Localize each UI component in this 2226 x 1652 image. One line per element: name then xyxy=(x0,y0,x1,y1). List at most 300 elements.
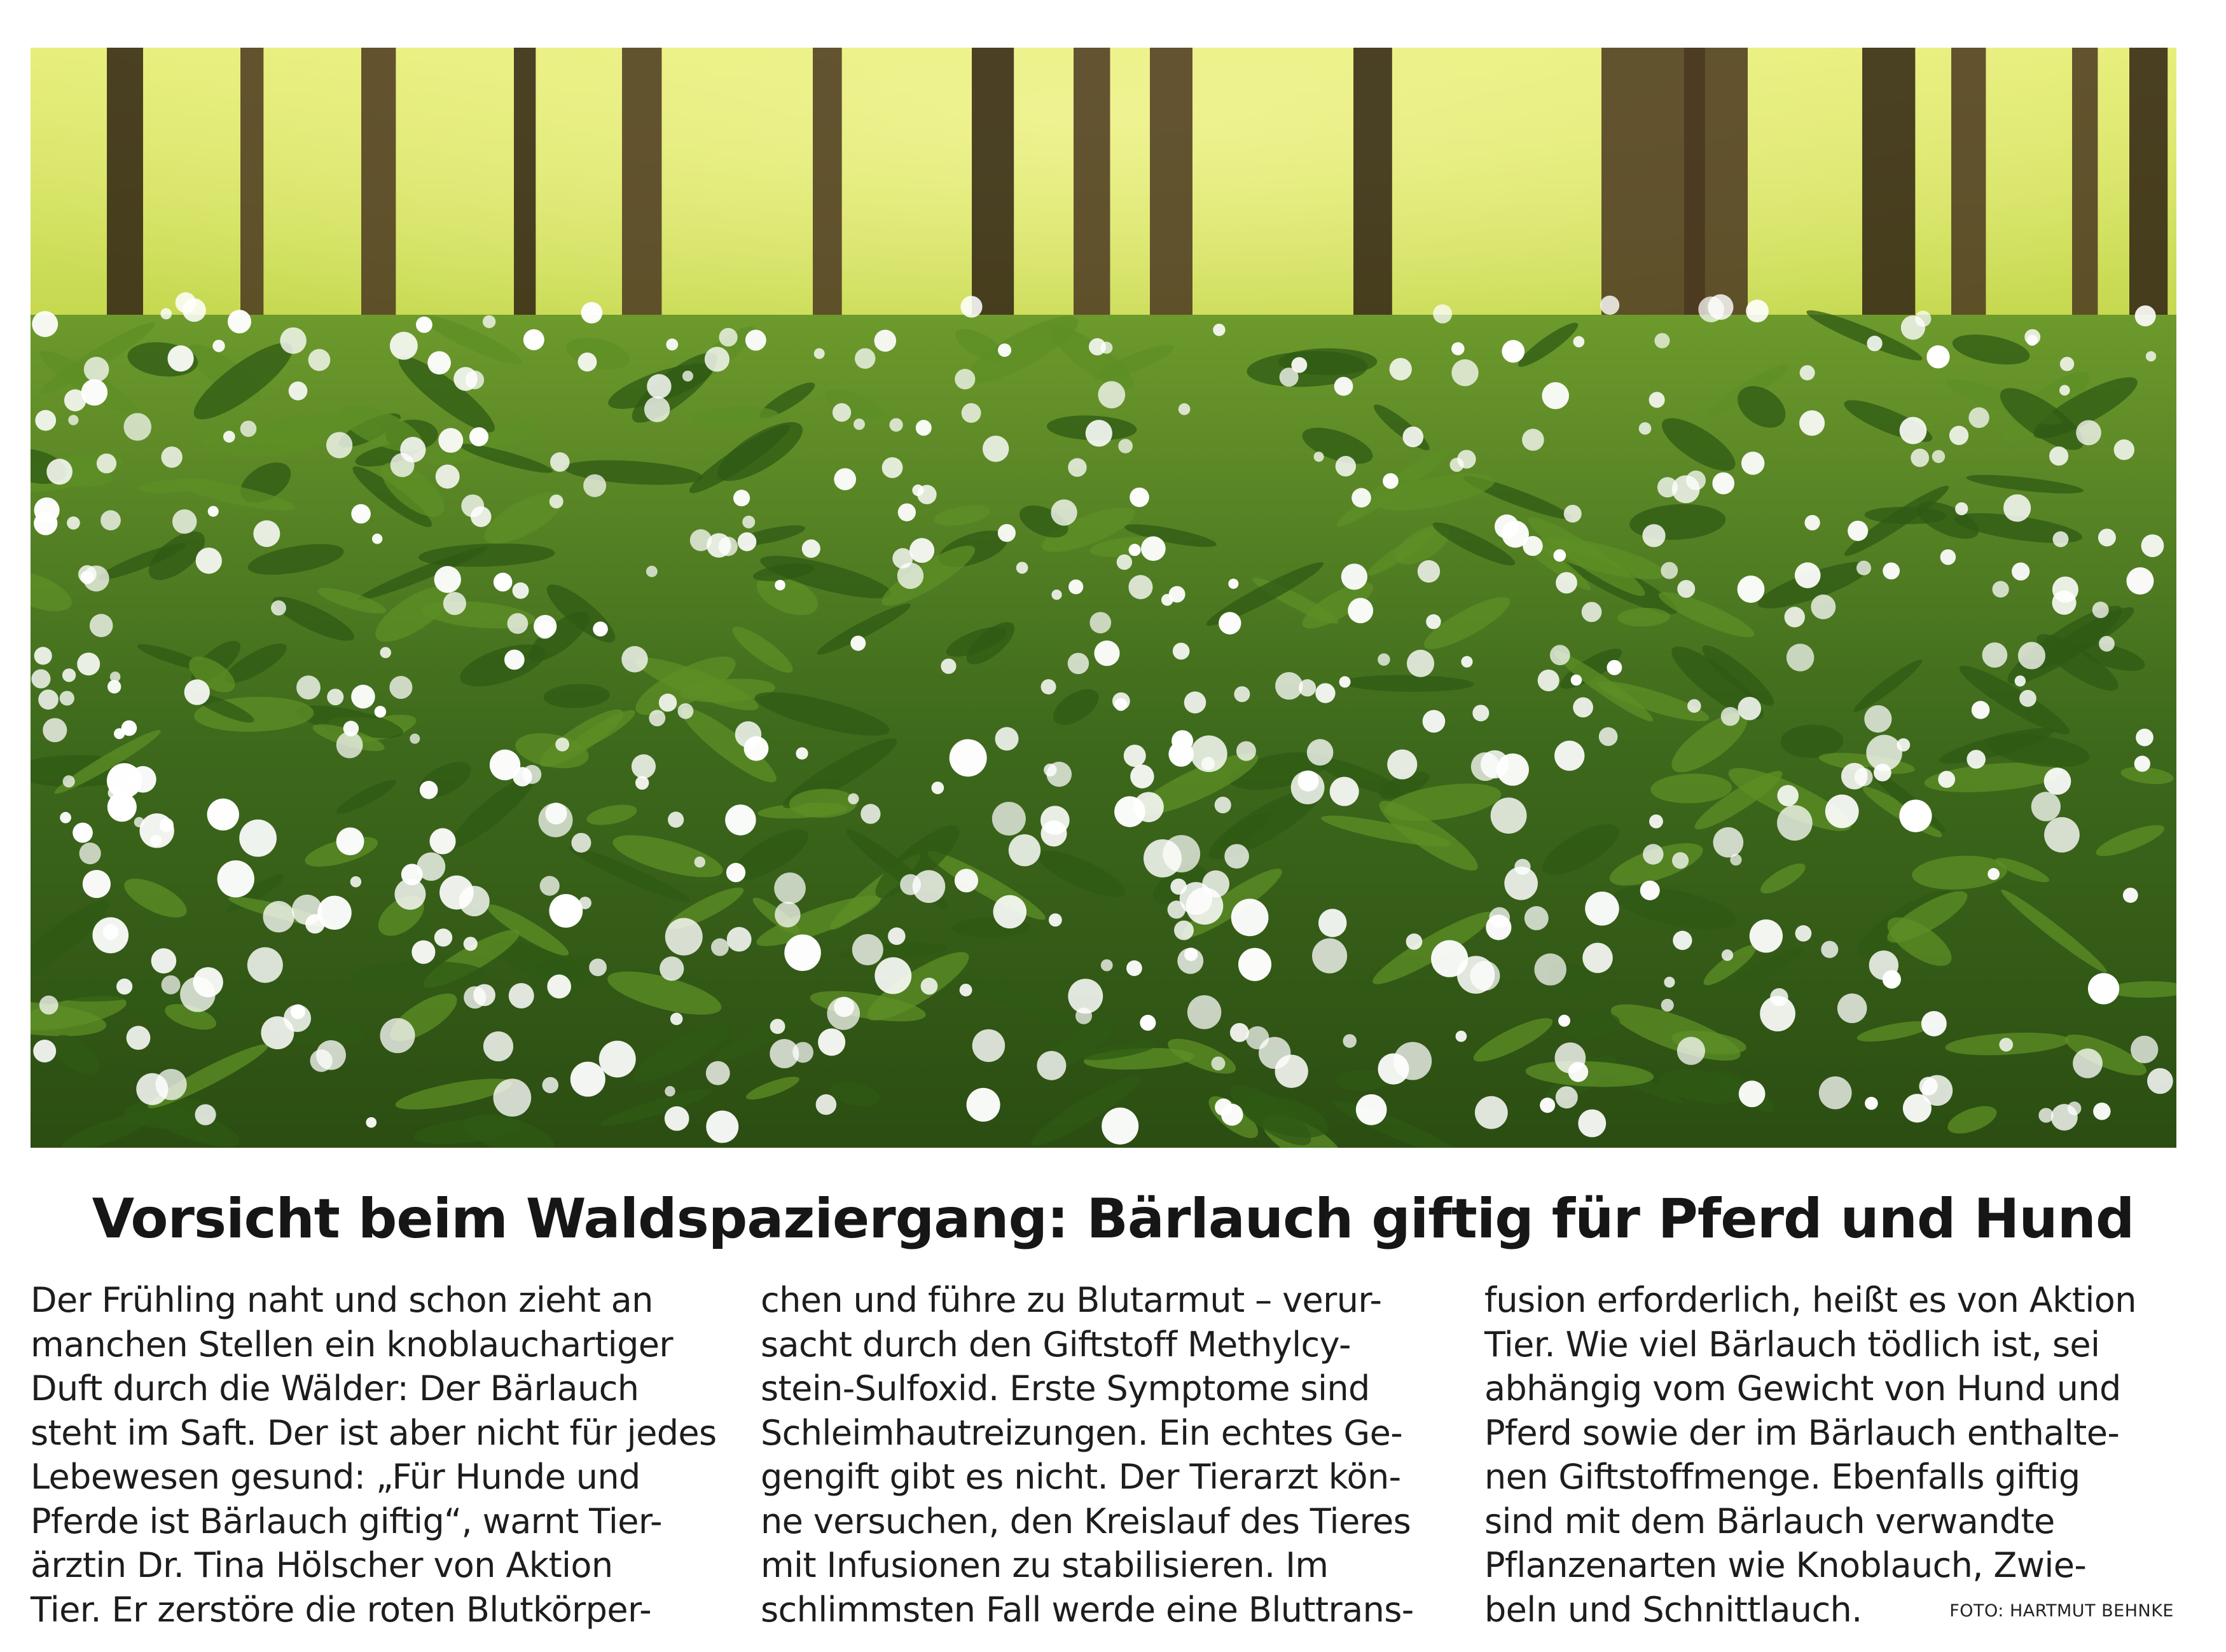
wild-garlic-flower xyxy=(670,1013,683,1026)
wild-garlic-flower xyxy=(1234,686,1250,702)
wild-garlic-flower xyxy=(1713,827,1744,858)
wild-garlic-flower xyxy=(1770,988,1788,1006)
wild-garlic-flower xyxy=(1051,589,1061,600)
wild-garlic-flower xyxy=(38,689,59,710)
wild-garlic-flower xyxy=(581,302,603,324)
wild-garlic-flower xyxy=(1799,410,1825,436)
wild-garlic-flower xyxy=(1522,429,1544,451)
wild-garlic-flower xyxy=(410,734,420,744)
wild-garlic-flower xyxy=(1475,1096,1508,1129)
tree-trunk xyxy=(240,48,263,340)
wild-garlic-flower xyxy=(1661,562,1678,579)
wild-garlic-flower xyxy=(136,1073,168,1105)
wild-garlic-flower xyxy=(816,1094,837,1115)
tree-trunk xyxy=(972,48,1014,327)
wild-garlic-flower xyxy=(1051,499,1077,525)
text-line: Duft durch die Wälder: Der Bärlauch xyxy=(31,1368,639,1408)
wild-garlic-flower xyxy=(983,436,1009,462)
wild-garlic-flower xyxy=(464,986,486,1008)
wild-garlic-flower xyxy=(1738,575,1765,603)
wild-garlic-flower xyxy=(1867,336,1882,351)
wild-garlic-flower xyxy=(1848,521,1868,541)
wild-garlic-flower xyxy=(316,1040,346,1070)
wild-garlic-flower xyxy=(1457,450,1476,468)
wild-garlic-flower xyxy=(547,975,571,999)
wild-garlic-flower xyxy=(1919,1077,1937,1096)
wild-garlic-flower xyxy=(711,939,729,956)
wild-garlic-flower xyxy=(1746,299,1769,322)
wild-garlic-flower xyxy=(228,310,251,333)
wild-garlic-flower xyxy=(695,857,705,867)
photo-illustration xyxy=(31,48,2176,1148)
text-line: abhängig vom Gewicht von Hund und xyxy=(1484,1368,2121,1408)
wild-garlic-flower xyxy=(296,675,321,699)
wild-garlic-flower xyxy=(1101,960,1113,972)
wild-garlic-flower xyxy=(534,615,556,638)
wild-garlic-flower xyxy=(1582,602,1602,623)
wild-garlic-flower xyxy=(390,332,418,360)
wild-garlic-flower xyxy=(1246,1026,1269,1049)
wild-garlic-flower xyxy=(1722,949,1733,961)
wild-garlic-flower xyxy=(1856,561,1871,575)
wild-garlic-flower xyxy=(1191,736,1227,773)
wild-garlic-flower xyxy=(802,539,820,558)
wild-garlic-flower xyxy=(1968,408,1989,429)
wild-garlic-flower xyxy=(1578,1110,1606,1138)
wild-garlic-flower xyxy=(995,727,1018,750)
wild-garlic-flower xyxy=(1402,427,1423,448)
wild-garlic-flower xyxy=(1502,340,1524,363)
text-line: sacht durch den Giftstoff Methylcy- xyxy=(761,1324,1351,1365)
wild-garlic-flower xyxy=(682,371,693,382)
wild-garlic-flower xyxy=(2012,563,2029,581)
wild-garlic-flower xyxy=(523,329,544,350)
wild-garlic-flower xyxy=(1988,868,2000,880)
wild-garlic-flower xyxy=(240,420,257,437)
wild-garlic-flower xyxy=(130,766,156,793)
wild-garlic-flower xyxy=(1161,594,1173,606)
wild-garlic-flower xyxy=(1787,644,1815,671)
wild-garlic-flower xyxy=(644,396,670,422)
wild-garlic-flower xyxy=(2015,675,2026,686)
wild-garlic-flower xyxy=(1238,948,1271,981)
wild-garlic-flower xyxy=(1314,451,1324,462)
wild-garlic-flower xyxy=(123,413,151,441)
wild-garlic-flower xyxy=(127,1026,151,1050)
wild-garlic-flower xyxy=(490,750,520,780)
wild-garlic-flower xyxy=(2093,1103,2110,1120)
wild-garlic-flower xyxy=(1708,294,1733,320)
wild-garlic-flower xyxy=(196,547,222,574)
wild-garlic-flower xyxy=(555,738,569,752)
wild-garlic-flower xyxy=(97,453,116,473)
wild-garlic-flower xyxy=(284,1005,311,1032)
wild-garlic-flower xyxy=(1524,906,1549,930)
wild-garlic-flower xyxy=(271,600,286,616)
wild-garlic-flower xyxy=(1883,563,1900,580)
wild-garlic-flower xyxy=(593,621,608,637)
wild-garlic-flower xyxy=(1495,514,1519,539)
wild-garlic-flower xyxy=(770,1019,785,1034)
wild-garlic-flower xyxy=(34,647,52,664)
wild-garlic-flower xyxy=(372,533,382,544)
wild-garlic-flower xyxy=(1491,797,1527,834)
wild-garlic-flower xyxy=(434,566,461,593)
wild-garlic-flower xyxy=(103,924,119,940)
wild-garlic-flower xyxy=(796,747,808,759)
wild-garlic-flower xyxy=(735,721,762,748)
wild-garlic-flower xyxy=(1219,612,1241,634)
wild-garlic-flower xyxy=(882,457,903,478)
wild-garlic-flower xyxy=(2088,973,2119,1004)
wild-garlic-flower xyxy=(1573,336,1585,348)
wild-garlic-flower xyxy=(1582,943,1613,974)
wild-garlic-flower xyxy=(921,977,938,995)
wild-garlic-flower xyxy=(2135,305,2156,326)
wild-garlic-flower xyxy=(380,647,391,658)
wild-garlic-flower xyxy=(1955,502,1968,515)
wild-garlic-flower xyxy=(1556,1086,1578,1108)
wild-garlic-flower xyxy=(411,940,435,964)
wild-garlic-flower xyxy=(967,1088,1000,1122)
wild-garlic-flower xyxy=(955,369,975,389)
wild-garlic-flower xyxy=(2123,888,2138,903)
wild-garlic-flower xyxy=(1451,359,1478,386)
wild-garlic-flower xyxy=(2019,690,2036,707)
wild-garlic-flower xyxy=(327,689,343,705)
wild-garlic-flower xyxy=(80,843,101,864)
wild-garlic-flower xyxy=(1599,727,1618,747)
wild-garlic-flower xyxy=(550,495,563,509)
wild-garlic-flower xyxy=(727,927,752,952)
wild-garlic-flower xyxy=(1130,488,1149,507)
wild-garlic-flower xyxy=(1318,909,1346,937)
wild-garlic-flower xyxy=(427,351,451,375)
wild-garlic-flower xyxy=(706,1110,738,1143)
wild-garlic-flower xyxy=(2099,636,2115,652)
wild-garlic-flower xyxy=(725,804,756,836)
wild-garlic-flower xyxy=(1738,697,1761,720)
wild-garlic-flower xyxy=(1795,925,1812,942)
wild-garlic-flower xyxy=(116,979,132,995)
wild-garlic-flower xyxy=(892,548,913,568)
wild-garlic-flower xyxy=(1564,505,1582,523)
wild-garlic-flower xyxy=(1291,357,1307,373)
wild-garlic-flower xyxy=(434,928,452,946)
wild-garlic-flower xyxy=(1406,933,1423,950)
wild-garlic-flower xyxy=(31,670,50,689)
wild-garlic-flower xyxy=(494,573,513,592)
wild-garlic-flower xyxy=(931,781,944,794)
wild-garlic-flower xyxy=(2049,446,2068,465)
wild-garlic-flower xyxy=(1677,1037,1705,1065)
wild-garlic-flower xyxy=(1664,977,1675,988)
wild-garlic-flower xyxy=(100,510,121,530)
wild-garlic-flower xyxy=(253,520,280,547)
wild-garlic-flower xyxy=(2052,591,2076,615)
wild-garlic-flower xyxy=(1677,580,1695,598)
text-line: Pflanzenarten wie Knoblauch, Zwie- xyxy=(1484,1545,2087,1585)
wild-garlic-flower xyxy=(1016,562,1028,574)
wild-garlic-flower xyxy=(389,676,412,699)
wild-garlic-flower xyxy=(1236,741,1256,761)
wild-garlic-flower xyxy=(504,650,525,670)
tree-trunk xyxy=(2072,48,2098,353)
wild-garlic-flower xyxy=(67,516,80,530)
wild-garlic-flower xyxy=(719,537,738,556)
wild-garlic-flower xyxy=(263,901,294,932)
wild-garlic-flower xyxy=(1100,341,1112,354)
wild-garlic-flower xyxy=(599,1041,636,1078)
tree-trunk xyxy=(1862,48,1915,330)
wild-garlic-flower xyxy=(834,468,856,490)
wild-garlic-flower xyxy=(280,327,307,354)
wild-garlic-flower xyxy=(1356,1094,1387,1125)
wild-garlic-flower xyxy=(183,298,206,322)
wild-garlic-flower xyxy=(1785,607,1805,627)
wild-garlic-flower xyxy=(1075,1008,1092,1024)
wild-garlic-flower xyxy=(64,389,86,411)
text-line: Lebewesen gesund: „Für Hunde und xyxy=(31,1457,640,1497)
wild-garlic-flower xyxy=(1378,1053,1409,1084)
wild-garlic-flower xyxy=(2003,494,2031,521)
wild-garlic-flower xyxy=(1186,887,1224,925)
tree-trunk xyxy=(1353,48,1392,358)
wild-garlic-flower xyxy=(1330,777,1359,806)
wild-garlic-flower xyxy=(1672,852,1689,869)
wild-garlic-flower xyxy=(719,328,737,347)
wild-garlic-flower xyxy=(2073,1049,2103,1078)
wild-garlic-flower xyxy=(1383,473,1399,489)
wild-garlic-flower xyxy=(1504,867,1538,900)
wild-garlic-flower xyxy=(1173,643,1190,660)
wild-garlic-flower xyxy=(1037,1051,1066,1080)
wild-garlic-flower xyxy=(161,446,182,467)
wild-garlic-flower xyxy=(167,345,193,371)
wild-garlic-flower xyxy=(1932,450,1945,463)
wild-garlic-flower xyxy=(2114,439,2134,460)
wild-garlic-flower xyxy=(1721,707,1740,726)
wild-garlic-flower xyxy=(992,802,1026,836)
wild-garlic-flower xyxy=(775,902,801,928)
wild-garlic-flower xyxy=(1407,650,1434,677)
wild-garlic-flower xyxy=(1568,1062,1588,1082)
wild-garlic-flower xyxy=(83,565,109,591)
wild-garlic-flower xyxy=(1009,834,1040,866)
wild-garlic-flower xyxy=(950,739,987,776)
wild-garlic-flower xyxy=(429,828,455,854)
article-column-3 xyxy=(1484,1278,2203,1632)
wild-garlic-flower xyxy=(351,685,375,709)
wild-garlic-flower xyxy=(1275,1055,1308,1088)
wild-garlic-flower xyxy=(1168,900,1186,918)
wild-garlic-flower xyxy=(466,371,484,389)
wild-garlic-flower xyxy=(993,895,1027,928)
tree-trunk xyxy=(1074,48,1110,339)
wild-garlic-flower xyxy=(77,652,100,675)
wild-garlic-flower xyxy=(1900,417,1927,444)
wild-garlic-flower xyxy=(471,506,492,527)
wild-garlic-flower xyxy=(1921,1011,1947,1036)
wild-garlic-flower xyxy=(1275,672,1303,699)
wild-garlic-flower xyxy=(660,956,684,981)
wild-garlic-flower xyxy=(1573,698,1593,718)
photo-credit: FOTO: HARTMUT BEHNKE xyxy=(1949,1601,2174,1621)
wild-garlic-flower xyxy=(1538,670,1559,691)
wild-garlic-flower xyxy=(1341,563,1367,589)
wild-garlic-flower xyxy=(1795,562,1821,588)
wild-garlic-flower xyxy=(394,879,425,910)
wild-garlic-flower xyxy=(1865,1097,1878,1110)
wild-garlic-flower xyxy=(1800,365,1815,380)
wild-garlic-flower xyxy=(1187,995,1221,1029)
wild-garlic-flower xyxy=(1118,439,1133,453)
wild-garlic-flower xyxy=(1307,739,1334,766)
wild-garlic-flower xyxy=(665,1106,689,1131)
wild-garlic-flower xyxy=(1117,554,1132,570)
wild-garlic-flower xyxy=(1211,1056,1225,1070)
wild-garlic-flower xyxy=(343,721,359,736)
wild-garlic-flower xyxy=(2052,532,2068,547)
wild-garlic-flower xyxy=(1213,324,1225,336)
wild-garlic-flower xyxy=(1804,515,1820,530)
text-line: Tier. Wie viel Bärlauch tödlich ist, sei xyxy=(1484,1324,2100,1365)
wild-garlic-flower xyxy=(1643,844,1663,864)
wild-garlic-flower xyxy=(139,813,174,848)
wild-garlic-flower xyxy=(1315,683,1335,703)
wild-garlic-flower xyxy=(1540,1098,1555,1113)
text-line: nen Giftstoffmenge. Ebenfalls giftig xyxy=(1484,1457,2080,1497)
wild-garlic-flower xyxy=(1967,750,1986,769)
wild-garlic-flower xyxy=(2092,602,2109,618)
wild-garlic-flower xyxy=(1712,472,1734,495)
wild-garlic-flower xyxy=(1534,953,1566,985)
text-line: fusion erforderlich, heißt es von Aktion xyxy=(1484,1280,2136,1320)
tree-trunk xyxy=(1150,48,1192,333)
wild-garlic-flower xyxy=(1068,653,1089,675)
text-line: steht im Saft. Der ist aber nicht für jedes xyxy=(31,1412,717,1453)
wild-garlic-flower xyxy=(469,427,488,446)
wild-garlic-flower xyxy=(1184,691,1206,713)
wild-garlic-flower xyxy=(1336,456,1356,476)
wild-garlic-flower xyxy=(1855,768,1873,787)
wild-garlic-flower xyxy=(483,1031,513,1061)
text-line: Pferd sowie der im Bärlauch enthalte- xyxy=(1484,1412,2120,1453)
wild-garlic-flower xyxy=(1542,382,1569,410)
wild-garlic-flower xyxy=(1456,1031,1467,1042)
wild-garlic-flower xyxy=(1312,939,1347,974)
wild-garlic-flower xyxy=(2031,792,2061,821)
wild-garlic-flower xyxy=(35,410,56,431)
wild-garlic-flower xyxy=(665,918,703,956)
wild-garlic-flower xyxy=(1339,676,1351,687)
wild-garlic-flower xyxy=(1821,941,1838,958)
wild-garlic-flower xyxy=(1228,579,1238,589)
text-line: beln und Schnittlauch. xyxy=(1484,1589,1862,1630)
wild-garlic-flower xyxy=(180,977,216,1012)
tree-trunk xyxy=(1601,48,1748,334)
wild-garlic-flower xyxy=(850,636,866,651)
wild-garlic-flower xyxy=(646,566,658,577)
wild-garlic-flower xyxy=(726,863,745,882)
wild-garlic-flower xyxy=(2136,729,2153,747)
wild-garlic-flower xyxy=(326,432,352,458)
wild-garlic-flower xyxy=(678,703,694,719)
wild-garlic-flower xyxy=(570,1062,605,1097)
wild-garlic-flower xyxy=(60,691,74,705)
wild-garlic-flower xyxy=(1649,392,1665,408)
wild-garlic-flower xyxy=(909,538,934,563)
wild-garlic-flower xyxy=(1739,1080,1766,1107)
wild-garlic-flower xyxy=(1112,692,1130,710)
wild-garlic-flower xyxy=(543,1077,558,1093)
wild-garlic-flower xyxy=(2134,755,2150,771)
wild-garlic-flower xyxy=(207,799,239,830)
wild-garlic-flower xyxy=(1661,999,1674,1012)
wild-garlic-flower xyxy=(852,934,883,965)
wild-garlic-flower xyxy=(1911,449,1929,467)
wild-garlic-flower xyxy=(2131,1036,2158,1063)
wild-garlic-flower xyxy=(955,869,978,892)
wild-garlic-flower xyxy=(1471,752,1500,781)
wild-garlic-flower xyxy=(1461,656,1472,668)
wild-garlic-flower xyxy=(960,984,972,996)
wild-garlic-flower xyxy=(1140,1015,1156,1031)
wild-garlic-flower xyxy=(848,794,859,804)
wild-garlic-flower xyxy=(549,894,583,928)
wild-garlic-flower xyxy=(1837,993,1867,1023)
wild-garlic-flower xyxy=(577,352,597,371)
wild-garlic-flower xyxy=(665,1086,675,1097)
wild-garlic-flower xyxy=(509,983,534,1008)
wild-garlic-flower xyxy=(550,452,570,472)
wild-garlic-flower xyxy=(659,694,677,712)
wild-garlic-flower xyxy=(1639,422,1652,435)
wild-garlic-flower xyxy=(941,659,956,674)
wild-garlic-flower xyxy=(90,614,113,637)
wild-garlic-flower xyxy=(1114,796,1145,827)
text-line: mit Infusionen zu stabilisieren. Im xyxy=(761,1545,1329,1585)
wild-garlic-flower xyxy=(1098,381,1125,408)
wild-garlic-flower xyxy=(33,1040,56,1063)
wild-garlic-flower xyxy=(1094,640,1119,666)
wild-garlic-flower xyxy=(545,802,567,824)
wild-garlic-flower xyxy=(621,646,647,672)
text-line: schlimmsten Fall werde eine Bluttrans- xyxy=(761,1589,1414,1630)
wild-garlic-flower xyxy=(1649,815,1663,829)
wild-garlic-flower xyxy=(1558,1015,1570,1027)
wild-garlic-flower xyxy=(494,1078,532,1117)
wild-garlic-flower xyxy=(916,420,932,436)
wild-garlic-flower xyxy=(972,1029,1006,1063)
wild-garlic-flower xyxy=(1825,795,1859,829)
wild-garlic-flower xyxy=(1819,1077,1852,1110)
wild-garlic-flower xyxy=(1231,898,1269,936)
text-line: sind mit dem Bärlauch verwandte xyxy=(1484,1501,2055,1541)
text-line: manchen Stellen ein knoblauchartiger xyxy=(31,1324,673,1365)
wild-garlic-flower xyxy=(375,706,387,718)
wild-garlic-flower xyxy=(814,348,825,359)
wild-garlic-flower xyxy=(1170,879,1186,895)
wild-garlic-flower xyxy=(861,804,880,823)
wild-garlic-flower xyxy=(998,343,1011,357)
wild-garlic-flower xyxy=(420,781,438,799)
wild-garlic-flower xyxy=(1869,951,1898,980)
wild-garlic-flower xyxy=(218,860,254,897)
wild-garlic-flower xyxy=(2027,335,2038,346)
wild-garlic-flower xyxy=(1472,705,1489,721)
wild-garlic-flower xyxy=(1179,403,1191,415)
